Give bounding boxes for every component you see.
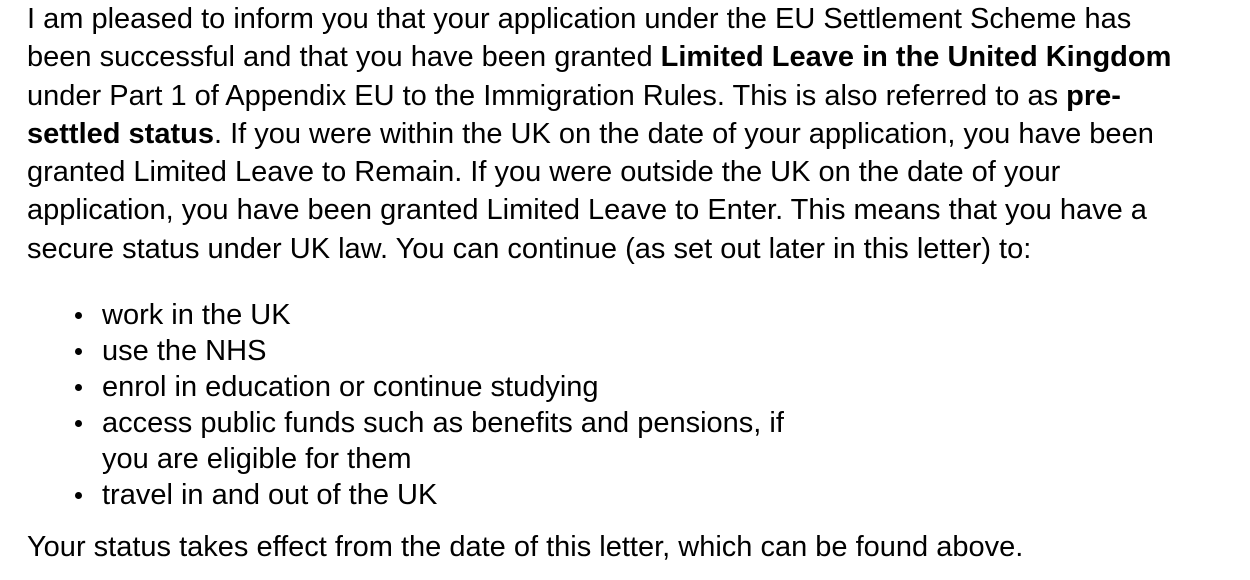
bold-text: Limited Leave in the United Kingdom — [660, 41, 1172, 74]
paragraph-line — [27, 230, 1242, 268]
list-item — [27, 333, 784, 369]
paragraph-line — [27, 191, 1242, 229]
paragraph-line — [27, 77, 1242, 115]
paragraph-line — [27, 115, 1242, 153]
bullet-icon — [75, 348, 82, 355]
list-item-text: use the NHS — [102, 335, 267, 367]
line-text: . If you were within the UK on the date of your application, you have been — [213, 117, 1154, 150]
list-item — [27, 369, 784, 405]
rights-list — [27, 297, 784, 513]
list-item-text: work in the UK — [102, 299, 291, 331]
bullet-icon — [75, 384, 82, 391]
list-item — [27, 297, 784, 333]
bold-text: pre- — [1066, 79, 1121, 112]
line-text: been successful and that you have been granted — [27, 41, 661, 74]
list-item — [27, 477, 784, 513]
paragraph-line — [27, 0, 1242, 38]
bullet-icon — [75, 492, 82, 499]
bullet-icon — [75, 420, 82, 427]
list-item-text: access public funds such as benefits and pensions, if — [102, 407, 784, 439]
line-text: under Part 1 of Appendix EU to the Immigration Rules. This is also referred to as — [27, 79, 1067, 112]
line-text: application, you have been granted Limited Leave to Enter. This means that you have a — [27, 194, 1147, 227]
closing-sentence: Your status takes effect from the date of this letter, which can be found above. — [27, 531, 1024, 563]
line-text: secure status under UK law. You can continue (as set out later in this letter) to: — [27, 232, 1032, 265]
paragraph-line — [27, 153, 1242, 191]
letter-body — [27, 0, 1242, 563]
list-item-text-continuation: you are eligible for them — [102, 443, 412, 475]
line-text: granted Limited Leave to Remain. If you were outside the UK on the date of your — [27, 156, 1061, 189]
bold-text: settled status — [27, 117, 214, 150]
list-item-text: enrol in education or continue studying — [102, 371, 599, 403]
list-item-text: travel in and out of the UK — [102, 479, 438, 511]
paragraph-line — [27, 38, 1242, 76]
bullet-icon — [75, 312, 82, 319]
list-item — [27, 405, 784, 477]
line-text: I am pleased to inform you that your application under the EU Settlement Scheme has — [27, 3, 1132, 35]
intro-paragraph — [27, 0, 1242, 268]
